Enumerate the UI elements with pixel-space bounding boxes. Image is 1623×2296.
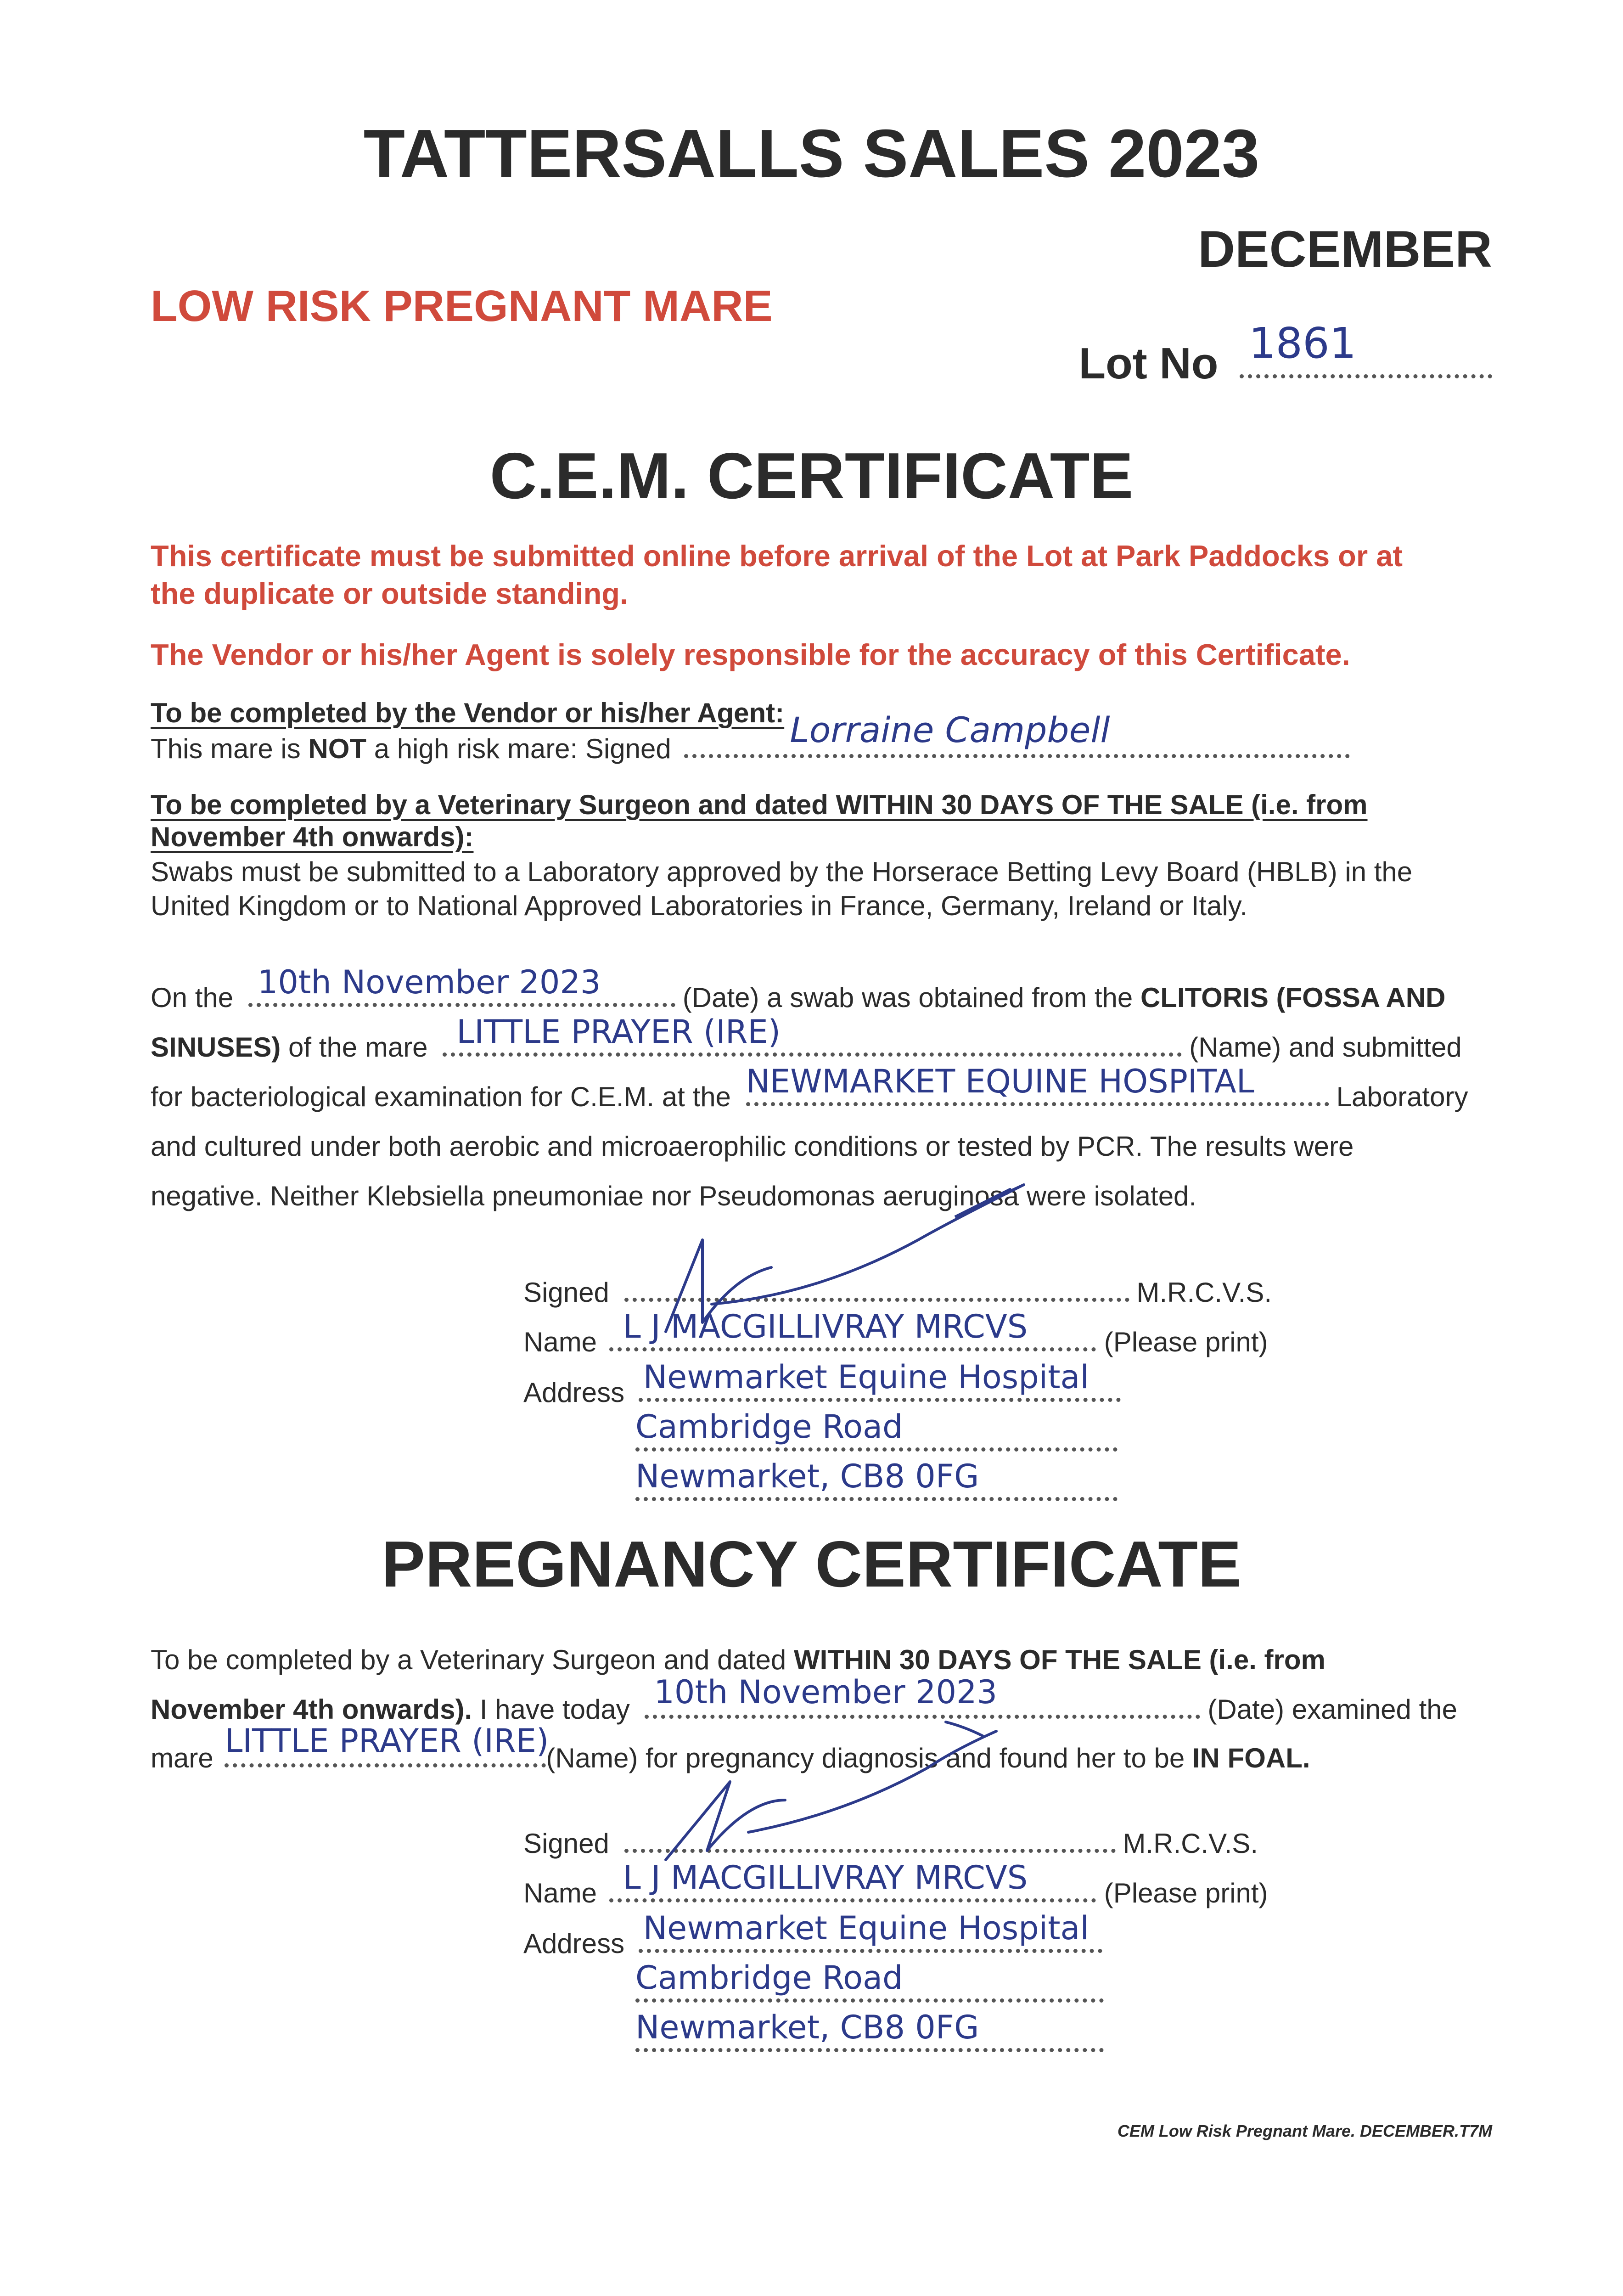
laboratory-name: NEWMARKET EQUINE HOSPITAL <box>746 1063 1254 1100</box>
vendor-signature-field <box>684 709 1350 758</box>
swab-note: Swabs must be submitted to a Laboratory approved by the Horserace Betting Levy Board (HBLB) in the United Kingdom or to National Approved Laboratories in France, Germany, Ireland or Italy. <box>151 856 1413 921</box>
pregnancy-line-3: mare LITTLE PRAYER (IRE) (Name) for pregnancy diagnosis and found her to be IN FOAL. <box>151 1722 1310 1773</box>
mare-name-line: SINUSES) of the mare LITTLE PRAYER (IRE) (Name) and submitted <box>151 1013 1462 1063</box>
cem-vet-signature-scribble <box>634 1157 1047 1341</box>
pregnancy-address-1: Newmarket Equine Hospital <box>643 1909 1089 1947</box>
lot-number-field <box>1240 319 1492 378</box>
pregnancy-address-row-1: Address Newmarket Equine Hospital <box>523 1928 1102 1959</box>
lot-number: 1861 <box>1249 319 1357 368</box>
cem-address-field-3 <box>635 1458 1118 1501</box>
culture-line: and cultured under both aerobic and microaerophilic conditions or tested by PCR. The results were <box>151 1131 1354 1162</box>
pregnancy-address-2: Cambridge Road <box>635 1959 903 1997</box>
sale-title: TATTERSALLS SALES 2023 <box>363 116 1260 191</box>
swab-date-line: On the 10th November 2023 (Date) a swab was obtained from the CLITORIS (FOSSA AND <box>151 963 1446 1013</box>
lot-label: Lot No <box>1078 339 1219 388</box>
cem-address-row-1: Address Newmarket Equine Hospital <box>523 1377 1121 1408</box>
cem-address-row-3 <box>635 1458 1118 1508</box>
lot-number-row <box>1078 319 1492 389</box>
vendor-statement: This mare is NOT a high risk mare: Signed Lorraine Campbell <box>151 731 1350 765</box>
vendor-signature: Lorraine Campbell <box>790 709 1110 750</box>
pregnancy-exam-date: 10th November 2023 <box>654 1673 998 1711</box>
pregnancy-address-row-2 <box>635 1959 1104 2009</box>
pregnancy-line-2: November 4th onwards). I have today 10th November 2023 (Date) examined the <box>151 1673 1457 1725</box>
cem-notice-2: The Vendor or his/her Agent is solely responsible for the accuracy of this Certificate. <box>151 638 1350 671</box>
pregnancy-name-row: Name L J MACGILLIVRAY MRCVS (Please print) <box>523 1859 1268 1908</box>
cem-vet-name: L J MACGILLIVRAY MRCVS <box>623 1308 1028 1345</box>
cem-address-1: Newmarket Equine Hospital <box>643 1358 1089 1396</box>
cem-address-field-2 <box>635 1408 1118 1452</box>
pregnancy-address-field-3 <box>635 2009 1104 2052</box>
pregnancy-vet-signature-scribble <box>634 1694 1047 1869</box>
pregnancy-address-row-3 <box>635 2009 1104 2059</box>
cem-name-row: Name L J MACGILLIVRAY MRCVS (Please print) <box>523 1308 1268 1357</box>
pregnancy-signed-row: Signed M.R.C.V.S. <box>523 1828 1258 1859</box>
cem-signed-row: Signed M.R.C.V.S. <box>523 1277 1272 1308</box>
cem-mare-name-field <box>443 1013 1182 1057</box>
pregnancy-mare-name: LITTLE PRAYER (IRE) <box>225 1722 549 1760</box>
swab-date-field <box>248 963 675 1007</box>
cem-address-3: Newmarket, CB8 0FG <box>635 1458 979 1495</box>
cem-title: C.E.M. CERTIFICATE <box>489 439 1134 512</box>
swab-date: 10th November 2023 <box>257 963 601 1001</box>
vet-heading: To be completed by a Veterinary Surgeon and dated WITHIN 30 DAYS OF THE SALE (i.e. from November 4th onwards): <box>151 789 1368 852</box>
category-label: LOW RISK PREGNANT MARE <box>151 281 773 331</box>
pregnancy-title: PREGNANCY CERTIFICATE <box>382 1528 1241 1601</box>
cem-mare-name: LITTLE PRAYER (IRE) <box>456 1013 781 1051</box>
vendor-heading: To be completed by the Vendor or his/her Agent: <box>151 698 785 728</box>
form-code: CEM Low Risk Pregnant Mare. DECEMBER.T7M <box>1117 2122 1492 2140</box>
pregnancy-address-field-2 <box>635 1959 1104 2003</box>
laboratory-field <box>746 1063 1329 1106</box>
cem-address-2: Cambridge Road <box>635 1408 903 1446</box>
pregnancy-mare-name-field <box>225 1722 549 1767</box>
negative-line: negative. Neither Klebsiella pneumoniae nor Pseudomonas aeruginosa were isolated. <box>151 1181 1197 1211</box>
laboratory-line: for bacteriological examination for C.E.M. at the NEWMARKET EQUINE HOSPITAL Laboratory <box>151 1063 1468 1112</box>
sale-month: DECEMBER <box>1198 220 1492 278</box>
cem-address-row-2 <box>635 1408 1118 1458</box>
pregnancy-vet-name: L J MACGILLIVRAY MRCVS <box>623 1859 1028 1896</box>
pregnancy-address-3: Newmarket, CB8 0FG <box>635 2009 979 2046</box>
cem-notice-1: This certificate must be submitted online before arrival of the Lot at Park Paddocks or at the duplicate or outside standing. <box>151 539 1403 610</box>
pregnancy-line-1: To be completed by a Veterinary Surgeon and dated WITHIN 30 DAYS OF THE SALE (i.e. from <box>151 1644 1325 1675</box>
